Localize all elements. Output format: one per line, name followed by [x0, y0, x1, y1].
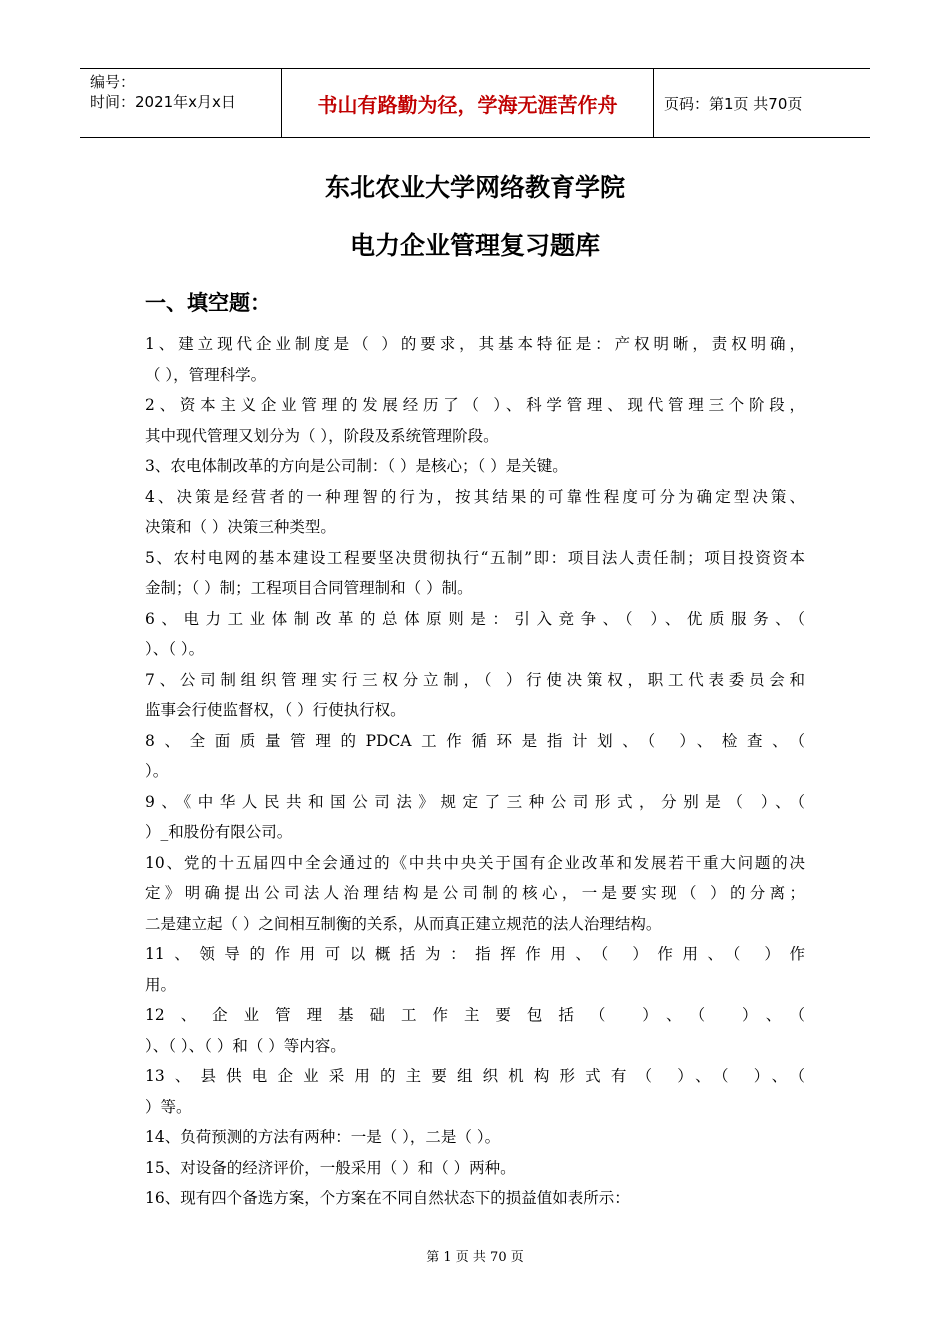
question-line: 1、建立现代企业制度是（ ）的要求，其基本特征是：产权明晰，责权明确，: [145, 335, 805, 353]
question-line: 定》明确提出公司法人治理结构是公司制的核心，一是要实现（ ）的分离；: [145, 884, 805, 902]
page-info-text: 页码：第1页 共70页: [664, 94, 803, 113]
number-label: 编号：: [90, 73, 136, 91]
question-line: 11、领导的作用可以概括为：指挥作用、（ ）作用、（ ）作: [145, 945, 805, 963]
question-line: 12、企业管理基础工作主要包括（ ）、（ ）、（: [145, 1006, 805, 1024]
question-line: ）、（ ）。: [145, 640, 205, 658]
question-line: 15、对设备的经济评价，一般采用（ ）和（ ）两种。: [145, 1158, 516, 1177]
question-line: 14、负荷预测的方法有两种：一是（ ），二是（ ）。: [145, 1128, 501, 1146]
motto-text: 书山有路勤为径，学海无涯苦作舟: [317, 92, 618, 117]
header-table: [80, 68, 870, 138]
question-line: 2、资本主义企业管理的发展经历了（ ）、科学管理、现代管理三个阶段，: [145, 396, 805, 414]
question-line: 5、农村电网的基本建设工程要坚决贯彻执行“五制”即：项目法人责任制；项目投资资本: [145, 548, 805, 567]
motto-cell: [282, 69, 654, 137]
question-line: 3、农电体制改革的方向是公司制：（ ）是核心；（ ）是关键。: [145, 457, 568, 475]
question-line: 用。: [145, 975, 177, 994]
page-footer: 第 1 页 共 70 页: [426, 1250, 524, 1265]
section-heading: 一、填空题：: [145, 291, 271, 315]
question-line: ）_和股份有限公司。: [145, 823, 293, 841]
question-line: 16、现有四个备选方案，个方案在不同自然状态下的损益值如表所示：: [145, 1189, 630, 1207]
page-info-cell: [654, 69, 870, 137]
question-line: 监事会行使监督权，（ ）行使执行权。: [145, 701, 406, 719]
question-line: 其中现代管理又划分为（ ），阶段及系统管理阶段。: [145, 426, 499, 445]
question-line: 二是建立起（ ）之间相互制衡的关系，从而真正建立规范的法人治理结构。: [145, 914, 662, 933]
question-line: 9、《中华人民共和国公司法》规定了三种公司形式，分别是（ ）、（: [145, 792, 805, 811]
question-line: 13、县供电企业采用的主要组织机构形式有（ ）、（ ）、（: [145, 1067, 805, 1085]
question-line: （ ），管理科学。: [145, 365, 267, 384]
question-line: ）等。: [145, 1097, 192, 1116]
question-line: 金制；（ ）制；工程项目合同管理制和（ ）制。: [145, 579, 473, 597]
question-line: 7、公司制组织管理实行三权分立制，（ ）行使决策权，职工代表委员会和: [145, 670, 805, 689]
question-line: 决策和（ ）决策三种类型。: [145, 518, 336, 536]
header-left-cell: [80, 69, 282, 137]
question-line: 6、电力工业体制改革的总体原则是：引入竞争、（ ）、优质服务、（: [145, 609, 805, 628]
document-title: 东北农业大学网络教育学院: [324, 173, 625, 202]
question-line: 10、党的十五届四中全会通过的《中共中央关于国有企业改革和发展若干重大问题的决: [145, 853, 805, 872]
question-line: ）。: [145, 762, 169, 780]
question-line: 8、全面质量管理的PDCA工作循环是指计划、（ ）、检查、（: [145, 731, 805, 750]
time-label: 时间：2021年x月x日: [90, 93, 236, 111]
question-lines: [145, 329, 805, 1214]
question-line: ）、（ ）、（ ）和（ ）等内容。: [145, 1036, 346, 1055]
question-line: 4、决策是经营者的一种理智的行为，按其结果的可靠性程度可分为确定型决策、: [145, 487, 805, 506]
document-subtitle: 电力企业管理复习题库: [349, 231, 600, 260]
